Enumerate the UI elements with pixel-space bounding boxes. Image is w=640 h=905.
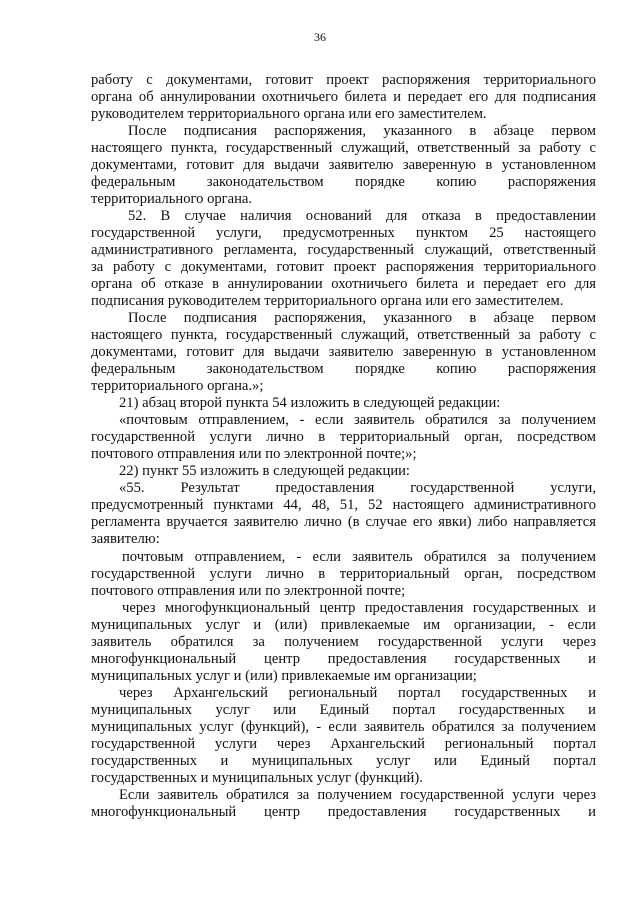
text-line: государственной услуги лично в территориальный орган, посредством xyxy=(91,429,596,445)
text-line: органа об отказе в аннулировании охотничьего билета и передает его для xyxy=(91,276,596,292)
text-line: почтового отправления или по электронной почте;»; xyxy=(91,446,417,462)
text-line: муниципальных услуг или Единый портал государственных и xyxy=(91,702,596,718)
text-line: органа об аннулировании охотничьего билета и передает его для подписания xyxy=(91,89,596,105)
text-line: подписания руководителем территориального органа или его заместителем. xyxy=(91,293,564,309)
text-line: «почтовым отправлением, - если заявитель обратился за получением xyxy=(119,412,596,428)
text-line: многофункциональный центр предоставления государственных и xyxy=(91,804,596,820)
text-line: документами, готовит для выдачи заявителю заверенную в установленном xyxy=(91,344,596,360)
text-line: государственных и муниципальных услуг (функций). xyxy=(91,770,423,786)
text-line: документами, готовит для выдачи заявителю заверенную в установленном xyxy=(91,157,596,173)
page-number: 36 xyxy=(314,30,326,44)
text-line: работу с документами, готовит проект распоряжения территориального xyxy=(91,72,596,88)
text-line: 21) абзац второй пункта 54 изложить в следующей редакции: xyxy=(119,395,501,411)
text-line: государственной услуги лично в территориальный орган, посредством xyxy=(91,566,596,582)
text-line: федеральным законодательством порядке копию распоряжения xyxy=(91,361,596,377)
text-line: федеральным законодательством порядке копию распоряжения xyxy=(91,174,596,190)
text-line: через Архангельский региональный портал государственных и xyxy=(119,685,596,701)
text-line: руководителем территориального органа или его заместителем. xyxy=(91,106,487,122)
text-line: муниципальных услуг и (или) привлекаемые им организации, - если xyxy=(91,617,596,633)
text-line: После подписания распоряжения, указанного в абзаце первом xyxy=(128,310,596,326)
text-line: за работу с документами, готовит проект распоряжения территориального xyxy=(91,259,596,275)
text-line: заявитель обратился за получением государственной услуги через xyxy=(91,634,596,650)
text-line: административного регламента, государственный служащий, ответственный xyxy=(91,242,596,258)
text-line: Если заявитель обратился за получением государственной услуги через xyxy=(119,787,596,803)
text-line: многофункциональный центр предоставления государственных и xyxy=(91,651,596,667)
text-line: 52. В случае наличия оснований для отказа в предоставлении xyxy=(128,208,596,224)
text-line: «55. Результат предоставления государственной услуги, xyxy=(119,480,596,496)
text-line: заявителю: xyxy=(91,531,160,547)
text-line: муниципальных услуг (функций), - если заявитель обратился за получением xyxy=(91,719,596,735)
text-line: территориального органа.»; xyxy=(91,378,264,394)
text-line: После подписания распоряжения, указанного в абзаце первом xyxy=(128,123,596,139)
text-line: территориального органа. xyxy=(91,191,253,207)
text-line: почтовым отправлением, - если заявитель обратился за получением xyxy=(122,549,596,565)
text-line: государственной услуги через Архангельский региональный портал xyxy=(91,736,596,752)
text-line: 22) пункт 55 изложить в следующей редакции: xyxy=(119,463,410,479)
text-line: через многофункциональный центр предоставления государственных и xyxy=(122,600,596,616)
text-line: регламента вручается заявителю лично (в случае его явки) либо направляется xyxy=(91,514,596,530)
text-line: муниципальных услуг и (или) привлекаемые им организации; xyxy=(91,668,477,684)
text-line: государственной услуги, предусмотренных пунктом 25 настоящего xyxy=(91,225,596,241)
text-line: настоящего пункта, государственный служащий, ответственный за работу с xyxy=(91,327,596,343)
text-line: почтового отправления или по электронной почте; xyxy=(91,583,406,599)
text-line: государственных и муниципальных услуг или Единый портал xyxy=(91,753,596,769)
text-line: предусмотренный пунктами 44, 48, 51, 52 настоящего административного xyxy=(91,497,596,513)
text-line: настоящего пункта, государственный служащий, ответственный за работу с xyxy=(91,140,596,156)
